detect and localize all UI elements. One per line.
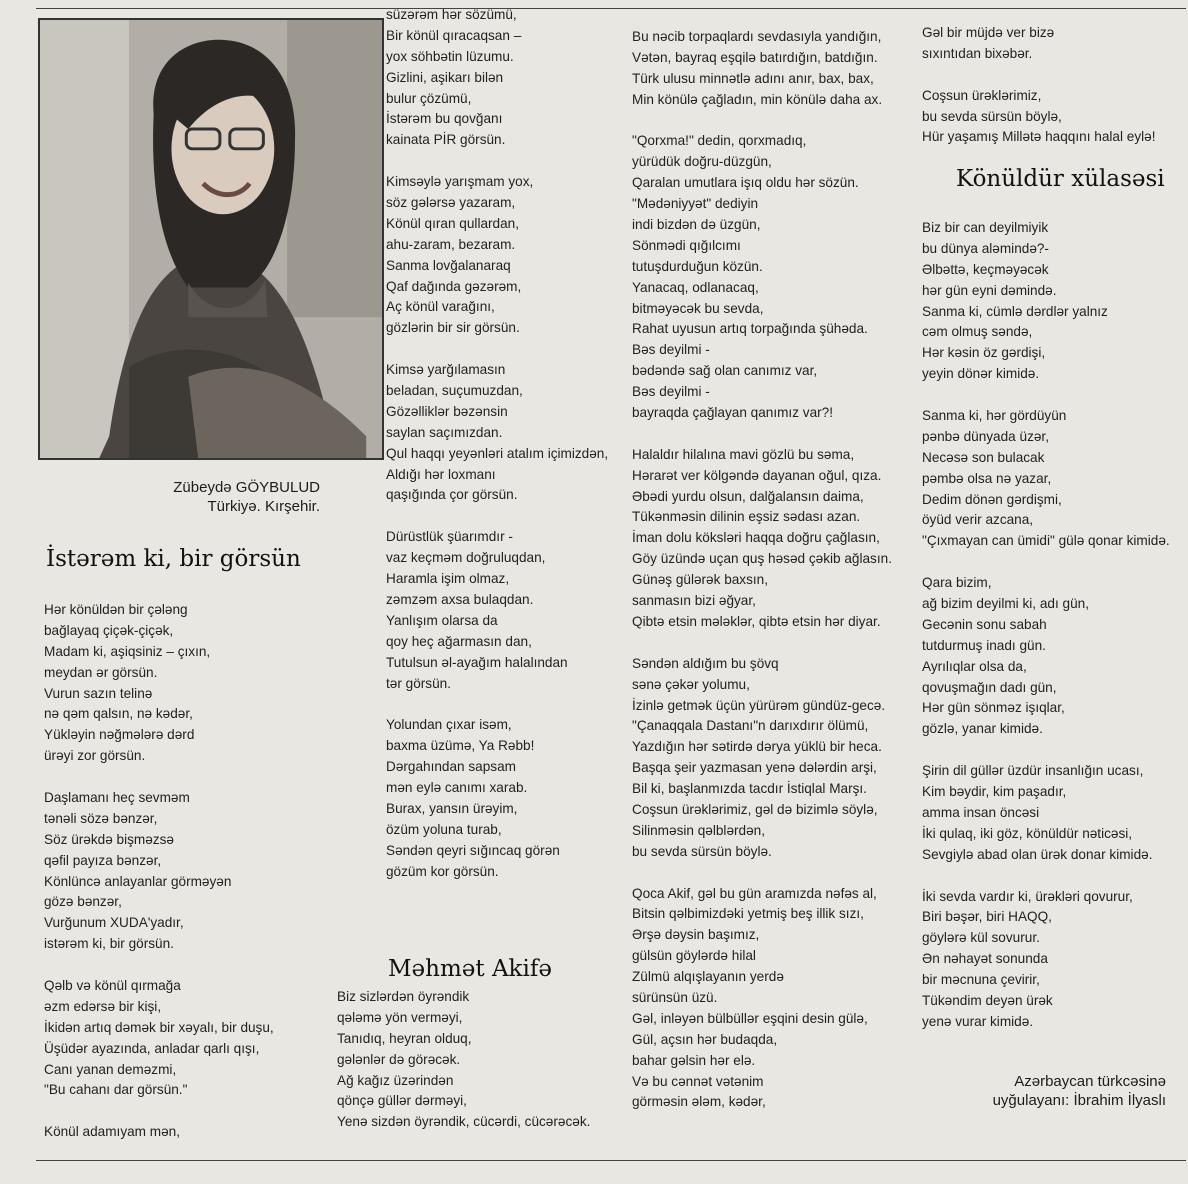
poem-line: kainata PİR görsün. bbox=[386, 132, 506, 148]
poem-line: cəm olmuş səndə, bbox=[922, 324, 1033, 340]
poem-line: özüm yoluna turab, bbox=[386, 821, 502, 837]
poem-line: Coşsun ürəklərimiz, gəl də bizimlə söylə, bbox=[632, 801, 878, 817]
stanza-gap bbox=[632, 424, 892, 445]
poem-line: "Mədəniyyət" dediyin bbox=[632, 196, 759, 212]
stanza-gap bbox=[386, 694, 608, 715]
translator-credit bbox=[944, 1072, 1166, 1110]
poem-line: bir məcnuna çevirir, bbox=[922, 972, 1040, 988]
poem-line: bu sevda sürsün böylə. bbox=[632, 843, 772, 859]
poem-line: bulur çözümü, bbox=[386, 90, 472, 106]
poem-line: bu dünya aləmində?- bbox=[922, 240, 1049, 256]
poem-line: Vurğunum XUDA'yadır, bbox=[44, 915, 184, 931]
stanza-gap bbox=[922, 866, 1170, 887]
poem-line: Biz bir can deyilmiyik bbox=[922, 220, 1049, 235]
poem-line: gülsün göylərdə hilal bbox=[632, 948, 756, 964]
poem-line: Vurun sazın telinə bbox=[44, 685, 153, 701]
poem-line: sıxıntıdan bixəbər. bbox=[922, 45, 1033, 61]
stanza-gap bbox=[922, 552, 1170, 573]
poem-line: söz gələrsə yazaram, bbox=[386, 195, 516, 211]
poem-line: Sevgiylə abad olan ürək donar kimidə. bbox=[922, 846, 1153, 862]
poem-line: Gizlini, aşikarı bilən bbox=[386, 69, 504, 85]
poem-title-akif: Məhmət Akifə bbox=[388, 956, 552, 982]
poem-line: Günəş gülərək baxsın, bbox=[632, 572, 769, 588]
poem-line: Və bu cənnət vətənim bbox=[632, 1073, 764, 1089]
poem-line: süzərəm hər sözümü, bbox=[386, 7, 517, 22]
poem-line: İzinlə getmək üçün yürürəm gündüz-gecə. bbox=[632, 697, 886, 713]
poem-line: Söz ürəkdə bişməzsə bbox=[44, 831, 174, 847]
poem-line: Bəs deyilmi - bbox=[632, 384, 710, 400]
poem-line: baxma üzümə, Ya Rəbb! bbox=[386, 738, 535, 754]
poem-line: Vətən, bayraq eşqilə batırdığın, batdığın. bbox=[632, 49, 878, 65]
poem-line: qovuşmağın dadı gün, bbox=[922, 679, 1057, 695]
poem-line: Ayrılıqlar olsa da, bbox=[922, 658, 1027, 674]
poem-line: yox söhbətin lüzumu. bbox=[386, 48, 514, 64]
poem-line: gözlə, yanar kimidə. bbox=[922, 721, 1043, 737]
poem2-column-3 bbox=[632, 27, 892, 1113]
poem-line: "Bu cahanı dar görsün." bbox=[44, 1082, 188, 1098]
poem-line: "Çanaqqala Dastanı"n darıxdırır ölümü, bbox=[632, 718, 869, 734]
poem-line: Bir könül qıracaqsan – bbox=[386, 27, 522, 43]
poem-line: Sönmədi qığılcımı bbox=[632, 237, 741, 253]
poem-line: göylərə kül sovurur. bbox=[922, 930, 1040, 946]
poem-line: hər gün eyni dəmində. bbox=[922, 282, 1057, 298]
stanza-gap bbox=[44, 955, 274, 976]
author-location: Türkiyə. Kırşehir. bbox=[207, 498, 320, 515]
poem-line: tutuşdurduğun közün. bbox=[632, 258, 763, 274]
poem-line: Sanma lovğalanaraq bbox=[386, 257, 511, 273]
poem-line: beladan, suçumuzdan, bbox=[386, 383, 523, 399]
poem-line: tənəli sözə bənzər, bbox=[44, 810, 158, 826]
poem-line: Könlüncə anlayanlar görməyən bbox=[44, 873, 232, 889]
poem-line: Qibtə etsin mələklər, qibtə etsin hər diyar. bbox=[632, 613, 881, 629]
poem-line: əzm edərsə bir kişi, bbox=[44, 998, 162, 1014]
poem-line: nə qəm qalsın, nə kədər, bbox=[44, 706, 193, 722]
poem-line: Gül, açsın hər budaqda, bbox=[632, 1031, 778, 1047]
poem-line: Üşüdər ayazında, anladar qarlı qışı, bbox=[44, 1040, 260, 1056]
poem-line: pəmbə olsa nə yazar, bbox=[922, 470, 1052, 486]
poem-line: Qəlb və könül qırmağa bbox=[44, 978, 181, 994]
poem-line: zəmzəm axsa bulaqdan. bbox=[386, 591, 534, 607]
poem-line: İki sevda vardır ki, ürəkləri qovurur, bbox=[922, 888, 1133, 904]
poem3-column-4 bbox=[922, 218, 1170, 1033]
author-caption bbox=[110, 478, 320, 516]
poem-line: Aç könül varağını, bbox=[386, 299, 495, 315]
poem-line: bayraqda çağlayan qanımız var?! bbox=[632, 405, 834, 421]
poem-line: Türk ulusu minnətlə adını anır, bax, bax, bbox=[632, 70, 874, 86]
poem-line: Yanacaq, odlanacaq, bbox=[632, 279, 759, 295]
poem-line: mən eylə canımı xarab. bbox=[386, 779, 528, 795]
poem-line: Canı yanan deməzmi, bbox=[44, 1061, 177, 1077]
poem-title-konul: Könüldür xülasəsi bbox=[956, 166, 1165, 192]
poem-line: İman dolu köksləri haqqa doğru çağlasın, bbox=[632, 530, 880, 546]
poem-line: Gəl bir müjdə ver bizə bbox=[922, 25, 1055, 40]
portrait-image bbox=[40, 20, 382, 458]
stanza-gap bbox=[922, 385, 1170, 406]
poem-line: Hər könüldən bir çələng bbox=[44, 602, 188, 617]
poem-line: Gecənin sonu sabah bbox=[922, 616, 1047, 632]
translator-line-2: uyğulayanı: İbrahim İlyaslı bbox=[992, 1092, 1166, 1109]
poem-line: yeyin dönər kimidə. bbox=[922, 366, 1040, 382]
poem-line: Sanma ki, cümlə dərdlər yalnız bbox=[922, 303, 1108, 319]
poem-line: Burax, yansın ürəyim, bbox=[386, 800, 518, 816]
stanza-gap bbox=[44, 1101, 274, 1122]
bottom-rule bbox=[36, 1160, 1186, 1161]
author-name: Zübeydə GÖYBULUD bbox=[173, 479, 320, 496]
stanza-gap bbox=[386, 506, 608, 527]
poem-line: Kimsəylə yarışmam yox, bbox=[386, 174, 534, 190]
poem-line: Ağ kağız üzərindən bbox=[337, 1072, 454, 1088]
stanza-gap bbox=[922, 740, 1170, 761]
poem-line: ağ bizim deyilmi ki, adı gün, bbox=[922, 596, 1089, 612]
poem-line: amma insan öncəsi bbox=[922, 804, 1040, 820]
poem-line: Qul haqqı yeyənləri atalım içimizdən, bbox=[386, 445, 609, 461]
poem-line: Tutulsun əl-ayağım halalından bbox=[386, 654, 568, 670]
poem-line: Tükəndim deyən ürək bbox=[922, 992, 1053, 1008]
stanza-gap bbox=[632, 111, 892, 132]
poem-line: Dərgahından sapsam bbox=[386, 759, 516, 775]
poem-line: Sanma ki, hər gördüyün bbox=[922, 408, 1067, 424]
poem-line: Yazdığın hər sətirdə dərya yüklü bir heca. bbox=[632, 739, 882, 755]
poem-line: Aldığı hər loxmanı bbox=[386, 466, 496, 482]
poem-line: ürəyi zor görsün. bbox=[44, 748, 146, 764]
poem-line: bahar gəlsin hər elə. bbox=[632, 1052, 756, 1068]
poem-line: Ən nəhayət sonunda bbox=[922, 951, 1048, 967]
poem-line: öyüd verir azcana, bbox=[922, 512, 1034, 528]
stanza-gap bbox=[922, 65, 1155, 86]
top-rule bbox=[36, 8, 1186, 9]
poem-line: Silinməsin qəlblərdən, bbox=[632, 822, 765, 838]
poem-line: Qara bizim, bbox=[922, 575, 992, 591]
poem-line: Biz sizlərdən öyrəndik bbox=[337, 989, 470, 1004]
poem-line: Yenə sizdən öyrəndik, cücərdi, cücərəcək. bbox=[337, 1114, 591, 1130]
poem-line: qəfil payıza bənzər, bbox=[44, 852, 162, 868]
poem-line: Yolundan çıxar isəm, bbox=[386, 717, 512, 733]
poem-line: qaşığında çor görsün. bbox=[386, 487, 518, 503]
poem-line: Bu nəcib torpaqlardı sevdasıyla yandığın, bbox=[632, 29, 882, 44]
poem-line: Ərşə dəysin başımız, bbox=[632, 927, 760, 943]
poem-line: Bil ki, başlanmızda tacdır İstiqlal Marşı. bbox=[632, 781, 867, 797]
poem-line: Qaralan umutlara işıq oldu hər sözün. bbox=[632, 175, 859, 191]
poem-line: bitməyəcək bu sevda, bbox=[632, 300, 764, 316]
poem-line: sanmasın bizi əğyar, bbox=[632, 593, 756, 609]
poem-line: gələnlər də görəcək. bbox=[337, 1051, 461, 1067]
poem-line: Coşsun ürəklərimiz, bbox=[922, 87, 1042, 103]
stanza-gap bbox=[44, 767, 274, 788]
poem-line: Kimsə yarğılamasın bbox=[386, 362, 506, 378]
poem-line: Dedim dönən gərdişmi, bbox=[922, 491, 1062, 507]
poem-title-istərəm: İstərəm ki, bir görsün bbox=[46, 546, 301, 572]
poem-line: Hər gün sönməz işıqlar, bbox=[922, 700, 1065, 716]
poem-line: Könül qıran qullardan, bbox=[386, 215, 520, 231]
poem-line: Gəl, inləyən bülbüllər eşqini desin gülə, bbox=[632, 1010, 868, 1026]
poem-line: sürünsün üzü. bbox=[632, 989, 718, 1005]
poem-line: indi bizdən də üzgün, bbox=[632, 217, 761, 233]
poem-line: Göy üzündə uçan quş həsəd çəkib ağlasın. bbox=[632, 551, 892, 567]
poem-line: gözə bənzər, bbox=[44, 894, 122, 910]
poem-line: Dürüstlük şüarımdır - bbox=[386, 529, 513, 545]
poem-line: Hərarət ver kölgəndə dayanan oğul, qıza. bbox=[632, 467, 882, 483]
poem-line: Biri bəşər, biri HAQQ, bbox=[922, 909, 1052, 925]
poem-line: Gözəlliklər bəzənsin bbox=[386, 403, 508, 419]
poem-line: qələmə yön verməyi, bbox=[337, 1009, 463, 1025]
poem-line: Könül adamıyam mən, bbox=[44, 1124, 181, 1140]
poem-line: Hür yaşamış Millətə haqqını halal eylə! bbox=[922, 129, 1156, 145]
stanza-gap bbox=[632, 863, 892, 884]
poem-line: Şirin dil güllər üzdür insanlığın ucası, bbox=[922, 763, 1144, 779]
poem-line: "Çıxmayan can ümidi" gülə qonar kimidə. bbox=[922, 533, 1170, 549]
poem2-column-2 bbox=[337, 987, 590, 1133]
poem-line: Səndən aldığım bu şövq bbox=[632, 655, 779, 671]
stanza-gap bbox=[632, 633, 892, 654]
stanza-gap bbox=[386, 339, 608, 360]
poem-line: qoy heç ağarmasın dan, bbox=[386, 633, 532, 649]
poem-line: Tanıdıq, heyran olduq, bbox=[337, 1030, 472, 1046]
poem-line: yenə vurar kimidə. bbox=[922, 1013, 1034, 1029]
poem-line: tər görsün. bbox=[386, 675, 451, 691]
poem-line: ahu-zaram, bezaram. bbox=[386, 236, 516, 252]
poem-line: Qoca Akif, gəl bu gün aramızda nəfəs al, bbox=[632, 885, 877, 901]
poem-line: bədəndə sağ olan canımız var, bbox=[632, 363, 818, 379]
poem2-column-4 bbox=[922, 23, 1155, 148]
poem-line: Madam ki, aşiqsiniz – çıxın, bbox=[44, 643, 211, 659]
poem-line: "Qorxma!" dedin, qorxmadıq, bbox=[632, 133, 807, 149]
poem-line: Qaf dağında gəzərəm, bbox=[386, 278, 522, 294]
poem-line: qönçə güllər dərməyi, bbox=[337, 1093, 467, 1109]
poem-line: Haramla işim olmaz, bbox=[386, 571, 510, 587]
poem-line: Bitsin qəlbimizdəki yetmiş beş illik sızı, bbox=[632, 906, 864, 922]
poem-line: Halaldır hilalına mavi gözlü bu səma, bbox=[632, 446, 855, 462]
poem-line: Zülmü alqışlayanın yerdə bbox=[632, 969, 784, 985]
poem-line: pənbə dünyada üzər, bbox=[922, 428, 1049, 444]
poem-line: istərəm ki, bir görsün. bbox=[44, 936, 174, 952]
poem-line: İki qulaq, iki göz, könüldür nəticəsi, bbox=[922, 825, 1133, 841]
poem-line: sənə çəkər yolumu, bbox=[632, 676, 750, 692]
poem-line: Rahat uyusun artıq torpağında şühəda. bbox=[632, 321, 868, 337]
poem-line: Bəs deyilmi - bbox=[632, 342, 710, 358]
poem-line: İstərəm bu qovğanı bbox=[386, 111, 503, 127]
poem-line: Hər kəsin öz gərdişi, bbox=[922, 345, 1046, 361]
poem-line: meydan ər görsün. bbox=[44, 664, 158, 680]
poem-line: Tükənməsin dilinin eşsiz sədası azan. bbox=[632, 509, 861, 525]
poem-line: vaz keçməm doğruluqdan, bbox=[386, 550, 546, 566]
stanza-gap bbox=[386, 151, 608, 172]
poem1-column-1 bbox=[44, 600, 274, 1143]
author-photo bbox=[38, 18, 384, 460]
poem-line: gözlərin bir sir görsün. bbox=[386, 320, 520, 336]
poem1-column-2 bbox=[386, 5, 608, 882]
poem-line: bu sevda sürsün böylə, bbox=[922, 108, 1062, 124]
poem-line: tutdurmuş inadı gün. bbox=[922, 637, 1046, 653]
poem-line: Səndən qeyri sığıncaq görən bbox=[386, 842, 560, 858]
poem-line: İkidən artıq dəmək bir xəyalı, bir duşu, bbox=[44, 1019, 274, 1035]
poem-line: bağlayaq çiçək-çiçək, bbox=[44, 622, 174, 638]
poem-line: Əbədi yurdu olsun, dalğalansın daima, bbox=[632, 488, 864, 504]
poem-line: Yükləyin nəğmələrə dərd bbox=[44, 727, 195, 743]
poem-line: Əlbəttə, keçməyəcək bbox=[922, 261, 1049, 277]
poem-line: Yanlışım olarsa da bbox=[386, 612, 498, 628]
poem-line: Kim bəydir, kim paşadır, bbox=[922, 784, 1067, 800]
poem-line: Başqa şeir yazmasan yenə dələrdin arşi, bbox=[632, 760, 877, 776]
poem-line: Necəsə son bulacak bbox=[922, 449, 1045, 465]
poem-line: Min könülə çağladın, min könülə daha ax. bbox=[632, 91, 883, 107]
poem-line: görməsin ələm, kədər, bbox=[632, 1094, 766, 1110]
translator-line-1: Azərbaycan türkcəsinə bbox=[1014, 1073, 1166, 1090]
poem-line: Daşlamanı heç sevməm bbox=[44, 790, 190, 806]
poem-line: saylan saçımızdan. bbox=[386, 424, 503, 440]
poem-line: gözüm kor görsün. bbox=[386, 863, 499, 879]
poem-line: yürüdük doğru-düzgün, bbox=[632, 154, 772, 170]
